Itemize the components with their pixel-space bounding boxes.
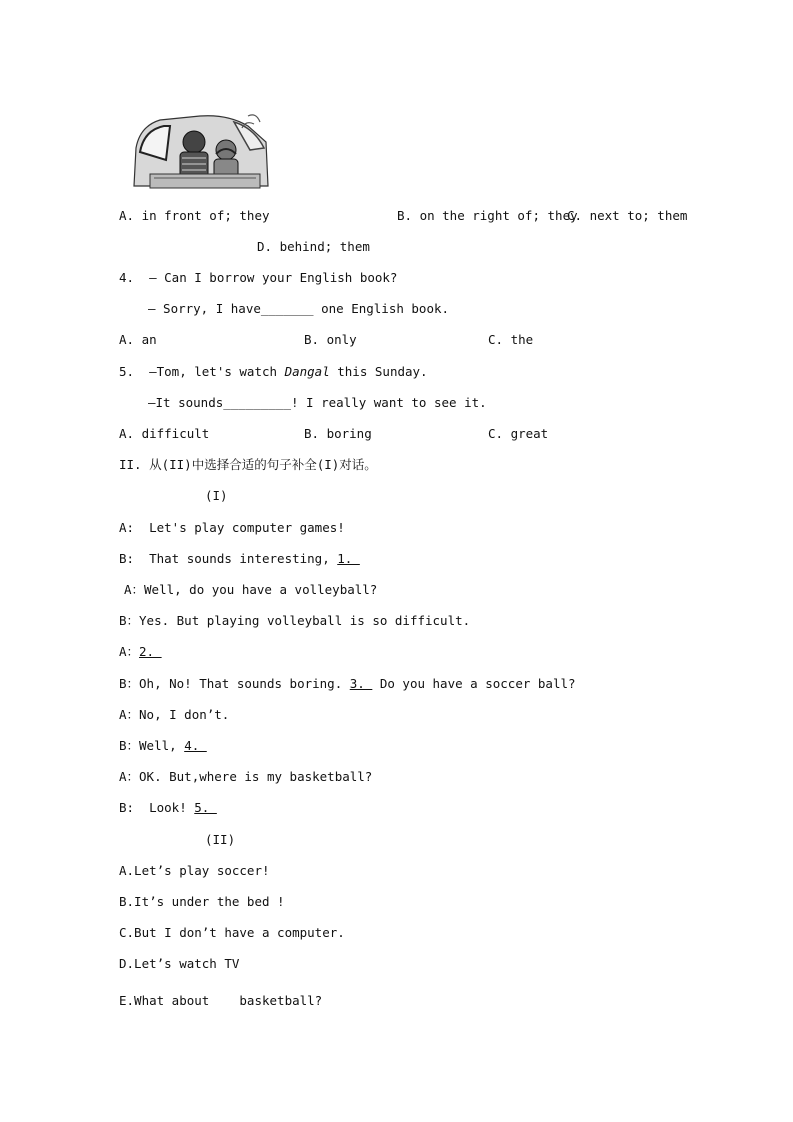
dialogue-line-1: A: Let's play computer games! (119, 520, 345, 535)
blank-1: 1. (337, 551, 360, 566)
dialogue-line-10-text: B: Look! (119, 800, 195, 815)
blank-3: 3. (349, 676, 373, 691)
dialogue-line-5 (119, 644, 162, 660)
dialogue-line-8-text: B：Well, (119, 738, 185, 753)
part1-label: (I) (205, 488, 228, 503)
dialogue-line-6-text: B：Oh, No! That sounds boring. (119, 676, 350, 691)
option-b: B.It’s under the bed ! (119, 894, 285, 909)
part2-label: (II) (205, 832, 236, 847)
q5-option-b: B. boring (304, 426, 372, 441)
dialogue-line-7: A：No, I don’t. (119, 707, 230, 722)
q5-option-a: A. difficult (119, 426, 210, 441)
dialogue-line-2-text: B: That sounds interesting, (119, 551, 338, 566)
section-heading: II. 从(II)中选择合适的句子补全(I)对话。 (119, 457, 377, 472)
dialogue-line-3: A：Well, do you have a volleyball? (124, 582, 378, 597)
dialogue-line-6 (119, 676, 576, 692)
car-children-illustration (130, 108, 272, 190)
option-e: E.What about basketball? (119, 993, 323, 1008)
q5-prompt-start: 5. —Tom, let's watch (119, 364, 285, 379)
dialogue-line-4: B：Yes. But playing volleyball is so difficult. (119, 613, 471, 628)
dialogue-line-5-text: A： (119, 644, 140, 659)
blank-2: 2. (139, 644, 162, 659)
option-c: C.But I don’t have a computer. (119, 925, 345, 940)
blank-5: 5. (194, 800, 217, 815)
q3-option-b: B. on the right of; they (397, 208, 578, 223)
q4-reply: — Sorry, I have_______ one English book. (148, 301, 450, 316)
q3-option-a: A. in front of; they (119, 208, 270, 223)
q5-prompt (119, 364, 428, 380)
option-a: A.Let’s play soccer! (119, 863, 270, 878)
dialogue-line-2 (119, 551, 360, 567)
dialogue-line-8 (119, 738, 207, 754)
blank-4: 4. (184, 738, 207, 753)
q4-option-a: A. an (119, 332, 157, 347)
dialogue-line-10 (119, 800, 217, 816)
q5-movie-title: Dangal (284, 364, 330, 379)
q5-option-c: C. great (488, 426, 549, 441)
q4-option-b: B. only (304, 332, 357, 347)
q5-reply: —It sounds_________! I really want to see it. (148, 395, 487, 410)
dialogue-line-6-tail: Do you have a soccer ball? (372, 676, 576, 691)
q4-prompt: 4. — Can I borrow your English book? (119, 270, 398, 285)
option-d: D.Let’s watch TV (119, 956, 240, 971)
q3-option-d: D. behind; them (257, 239, 370, 254)
dialogue-line-9: A：OK. But,where is my basketball? (119, 769, 373, 784)
q5-prompt-end: this Sunday. (329, 364, 428, 379)
q4-option-c: C. the (488, 332, 534, 347)
q3-option-c: C. next to; them (567, 208, 688, 223)
